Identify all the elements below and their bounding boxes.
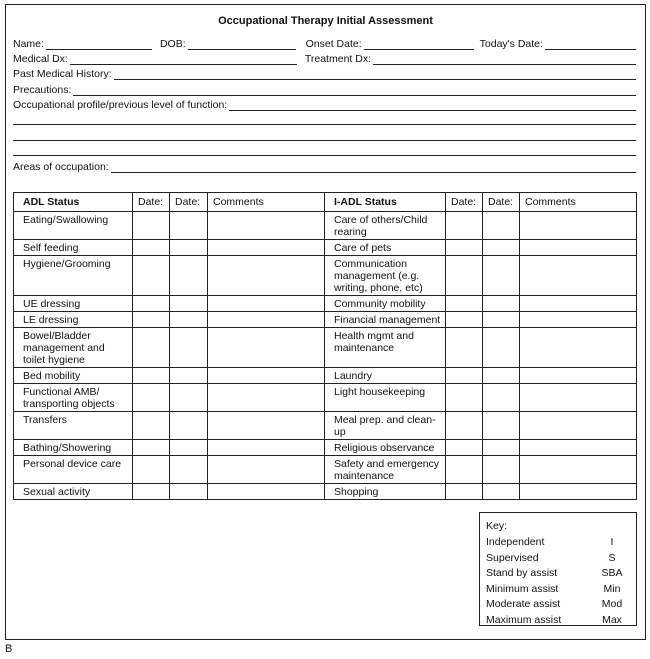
adl-status-table	[13, 192, 637, 500]
key-row	[486, 551, 630, 567]
iadl-date-cell[interactable]	[446, 484, 483, 500]
key-abbreviation: Max	[602, 613, 622, 626]
date-header: Date:	[170, 193, 208, 212]
precautions-field[interactable]	[73, 84, 636, 96]
iadl-activity-cell: Financial management	[325, 312, 446, 328]
key-row	[486, 535, 630, 551]
iadl-date-cell[interactable]	[483, 384, 520, 412]
iadl-activity-cell: Care of pets	[325, 240, 446, 256]
precautions-label: Precautions:	[13, 84, 72, 96]
table-row	[14, 456, 637, 484]
adl-activity-cell: Personal device care	[14, 456, 133, 484]
iadl-date-cell[interactable]	[446, 456, 483, 484]
treatment-dx-label: Treatment Dx:	[304, 53, 371, 65]
adl-date-cell[interactable]	[170, 328, 208, 368]
iadl-date-cell[interactable]	[446, 368, 483, 384]
adl-comments-cell[interactable]	[208, 212, 325, 240]
adl-date-cell[interactable]	[133, 384, 170, 412]
past-medical-history-field[interactable]	[114, 68, 636, 80]
adl-date-cell[interactable]	[170, 368, 208, 384]
adl-date-cell[interactable]	[170, 212, 208, 240]
iadl-comments-cell[interactable]	[520, 456, 637, 484]
iadl-activity-cell: Light housekeeping	[325, 384, 446, 412]
onset-date-field[interactable]	[364, 38, 474, 50]
iadl-date-cell[interactable]	[446, 412, 483, 440]
row-history	[13, 65, 636, 80]
iadl-comments-cell[interactable]	[520, 368, 637, 384]
iadl-comments-cell[interactable]	[520, 440, 637, 456]
assessment-form	[5, 4, 646, 640]
iadl-date-cell[interactable]	[483, 296, 520, 312]
adl-date-cell[interactable]	[170, 296, 208, 312]
dob-field[interactable]	[188, 38, 296, 50]
iadl-comments-cell[interactable]	[520, 256, 637, 296]
todays-date-field[interactable]	[545, 38, 636, 50]
assist-level-key	[479, 512, 637, 626]
key-label: Minimum assist	[486, 582, 559, 595]
row-areas-of-occupation	[13, 158, 636, 173]
adl-date-cell[interactable]	[133, 484, 170, 500]
treatment-dx-field[interactable]	[373, 53, 636, 65]
table-row	[14, 240, 637, 256]
row-occupational-profile	[13, 96, 636, 111]
adl-comments-cell[interactable]	[208, 240, 325, 256]
iadl-date-cell[interactable]	[483, 240, 520, 256]
key-label: Maximum assist	[486, 613, 562, 626]
iadl-date-cell[interactable]	[483, 456, 520, 484]
adl-date-cell[interactable]	[170, 384, 208, 412]
table-row	[14, 312, 637, 328]
table-row	[14, 212, 637, 240]
row-diagnosis	[13, 50, 636, 65]
key-abbreviation: Mod	[601, 598, 623, 610]
adl-date-cell[interactable]	[133, 296, 170, 312]
adl-comments-cell[interactable]	[208, 412, 325, 440]
iadl-date-cell[interactable]	[446, 256, 483, 296]
iadl-date-cell[interactable]	[446, 384, 483, 412]
iadl-date-cell[interactable]	[483, 328, 520, 368]
table-row	[14, 328, 637, 368]
key-abbreviation: Min	[603, 582, 621, 595]
iadl-date-cell[interactable]	[446, 328, 483, 368]
key-row	[486, 566, 630, 582]
adl-date-cell[interactable]	[133, 412, 170, 440]
key-label: Stand by assist	[486, 567, 558, 579]
adl-date-cell[interactable]	[133, 312, 170, 328]
medical-dx-label: Medical Dx:	[13, 53, 68, 65]
iadl-date-cell[interactable]	[446, 240, 483, 256]
adl-activity-cell: Self feeding	[14, 240, 133, 256]
figure-label: B	[5, 643, 13, 655]
adl-date-cell[interactable]	[170, 312, 208, 328]
occupational-profile-field[interactable]	[229, 99, 636, 111]
adl-date-cell[interactable]	[133, 328, 170, 368]
iadl-activity-cell: Health mgmt and maintenance	[325, 328, 446, 368]
adl-activity-cell: UE dressing	[14, 296, 133, 312]
name-field[interactable]	[46, 38, 152, 50]
iadl-date-cell[interactable]	[483, 484, 520, 500]
row-name-dob	[13, 35, 636, 50]
key-row	[486, 613, 630, 629]
iadl-activity-cell: Shopping	[325, 484, 446, 500]
iadl-activity-cell: Meal prep. and clean-up	[325, 412, 446, 440]
form-title: Occupational Therapy Initial Assessment	[218, 15, 433, 27]
iadl-date-cell[interactable]	[446, 312, 483, 328]
iadl-comments-cell[interactable]	[520, 412, 637, 440]
iadl-activity-cell: Religious observance	[325, 440, 446, 456]
iadl-date-cell[interactable]	[446, 212, 483, 240]
date-header: Date:	[133, 193, 170, 212]
adl-activity-cell: Bathing/Showering	[14, 440, 133, 456]
adl-activity-cell: Bed mobility	[14, 368, 133, 384]
onset-date-label: Onset Date:	[305, 38, 362, 50]
iadl-comments-cell[interactable]	[520, 384, 637, 412]
key-label: Supervised	[486, 551, 539, 564]
adl-status-header: ADL Status	[14, 193, 133, 212]
adl-date-cell[interactable]	[170, 240, 208, 256]
adl-date-cell[interactable]	[133, 212, 170, 240]
dob-label: DOB:	[159, 38, 186, 50]
table-row	[14, 256, 637, 296]
adl-comments-cell[interactable]	[208, 384, 325, 412]
iadl-date-cell[interactable]	[483, 212, 520, 240]
past-medical-history-label: Past Medical History:	[13, 68, 112, 80]
adl-date-cell[interactable]	[170, 484, 208, 500]
table-row	[14, 384, 637, 412]
iadl-activity-cell: Safety and emergency maintenance	[325, 456, 446, 484]
adl-activity-cell: Functional AMB/ transporting objects	[14, 384, 133, 412]
date-header: Date:	[446, 193, 483, 212]
adl-comments-cell[interactable]	[208, 440, 325, 456]
adl-activity-cell: Transfers	[14, 412, 133, 440]
profile-blank-line[interactable]	[13, 140, 636, 141]
adl-comments-cell[interactable]	[208, 456, 325, 484]
key-label: Independent	[486, 536, 545, 548]
iadl-activity-cell: Care of others/Child rearing	[325, 212, 446, 240]
iadl-date-cell[interactable]	[483, 412, 520, 440]
iadl-date-cell[interactable]	[446, 440, 483, 456]
areas-of-occupation-label: Areas of occupation:	[13, 161, 109, 173]
adl-date-cell[interactable]	[133, 440, 170, 456]
iadl-activity-cell: Laundry	[325, 368, 446, 384]
medical-dx-field[interactable]	[70, 53, 297, 65]
adl-activity-cell: Bowel/Bladder management and toilet hygiene	[14, 328, 133, 368]
areas-of-occupation-field[interactable]	[111, 161, 636, 173]
key-title: Key:	[486, 520, 508, 532]
key-abbreviation: SBA	[601, 567, 623, 579]
iadl-status-header: I-ADL Status	[325, 193, 446, 212]
adl-date-cell[interactable]	[170, 456, 208, 484]
key-abbreviation: S	[608, 551, 616, 564]
date-header: Date:	[483, 193, 520, 212]
comments-header: Comments	[208, 193, 325, 212]
adl-date-cell[interactable]	[133, 456, 170, 484]
iadl-comments-cell[interactable]	[520, 212, 637, 240]
iadl-date-cell[interactable]	[483, 440, 520, 456]
todays-date-label: Today's Date:	[479, 38, 543, 50]
iadl-comments-cell[interactable]	[520, 296, 637, 312]
row-precautions	[13, 81, 636, 96]
adl-comments-cell[interactable]	[208, 328, 325, 368]
adl-date-cell[interactable]	[133, 368, 170, 384]
table-row	[14, 412, 637, 440]
table-row	[14, 484, 637, 500]
table-row	[14, 296, 637, 312]
iadl-comments-cell[interactable]	[520, 484, 637, 500]
adl-date-cell[interactable]	[133, 256, 170, 296]
adl-date-cell[interactable]	[170, 256, 208, 296]
iadl-activity-cell: Community mobility	[325, 296, 446, 312]
profile-blank-line[interactable]	[13, 124, 636, 125]
key-label: Moderate assist	[486, 598, 561, 610]
adl-comments-cell[interactable]	[208, 484, 325, 500]
adl-activity-cell: Eating/Swallowing	[14, 212, 133, 240]
name-label: Name:	[13, 38, 44, 50]
iadl-date-cell[interactable]	[483, 368, 520, 384]
table-row	[14, 440, 637, 456]
adl-activity-cell: LE dressing	[14, 312, 133, 328]
adl-comments-cell[interactable]	[208, 256, 325, 296]
occupational-profile-label: Occupational profile/previous level of function:	[13, 99, 228, 111]
iadl-comments-cell[interactable]	[520, 328, 637, 368]
comments-header: Comments	[520, 193, 637, 212]
key-row	[486, 582, 630, 598]
iadl-date-cell[interactable]	[483, 256, 520, 296]
table-header-row	[14, 193, 637, 212]
key-abbreviation: I	[610, 536, 614, 548]
table-row	[14, 368, 637, 384]
adl-comments-cell[interactable]	[208, 368, 325, 384]
iadl-comments-cell[interactable]	[520, 240, 637, 256]
key-row	[486, 597, 630, 613]
profile-blank-line[interactable]	[13, 155, 636, 156]
adl-comments-cell[interactable]	[208, 296, 325, 312]
adl-date-cell[interactable]	[133, 240, 170, 256]
iadl-activity-cell: Communication management (e.g. writing, phone, etc)	[325, 256, 446, 296]
adl-activity-cell: Sexual activity	[14, 484, 133, 500]
adl-date-cell[interactable]	[170, 440, 208, 456]
adl-date-cell[interactable]	[170, 412, 208, 440]
iadl-date-cell[interactable]	[483, 312, 520, 328]
iadl-date-cell[interactable]	[446, 296, 483, 312]
adl-activity-cell: Hygiene/Grooming	[14, 256, 133, 296]
iadl-comments-cell[interactable]	[520, 312, 637, 328]
adl-comments-cell[interactable]	[208, 312, 325, 328]
